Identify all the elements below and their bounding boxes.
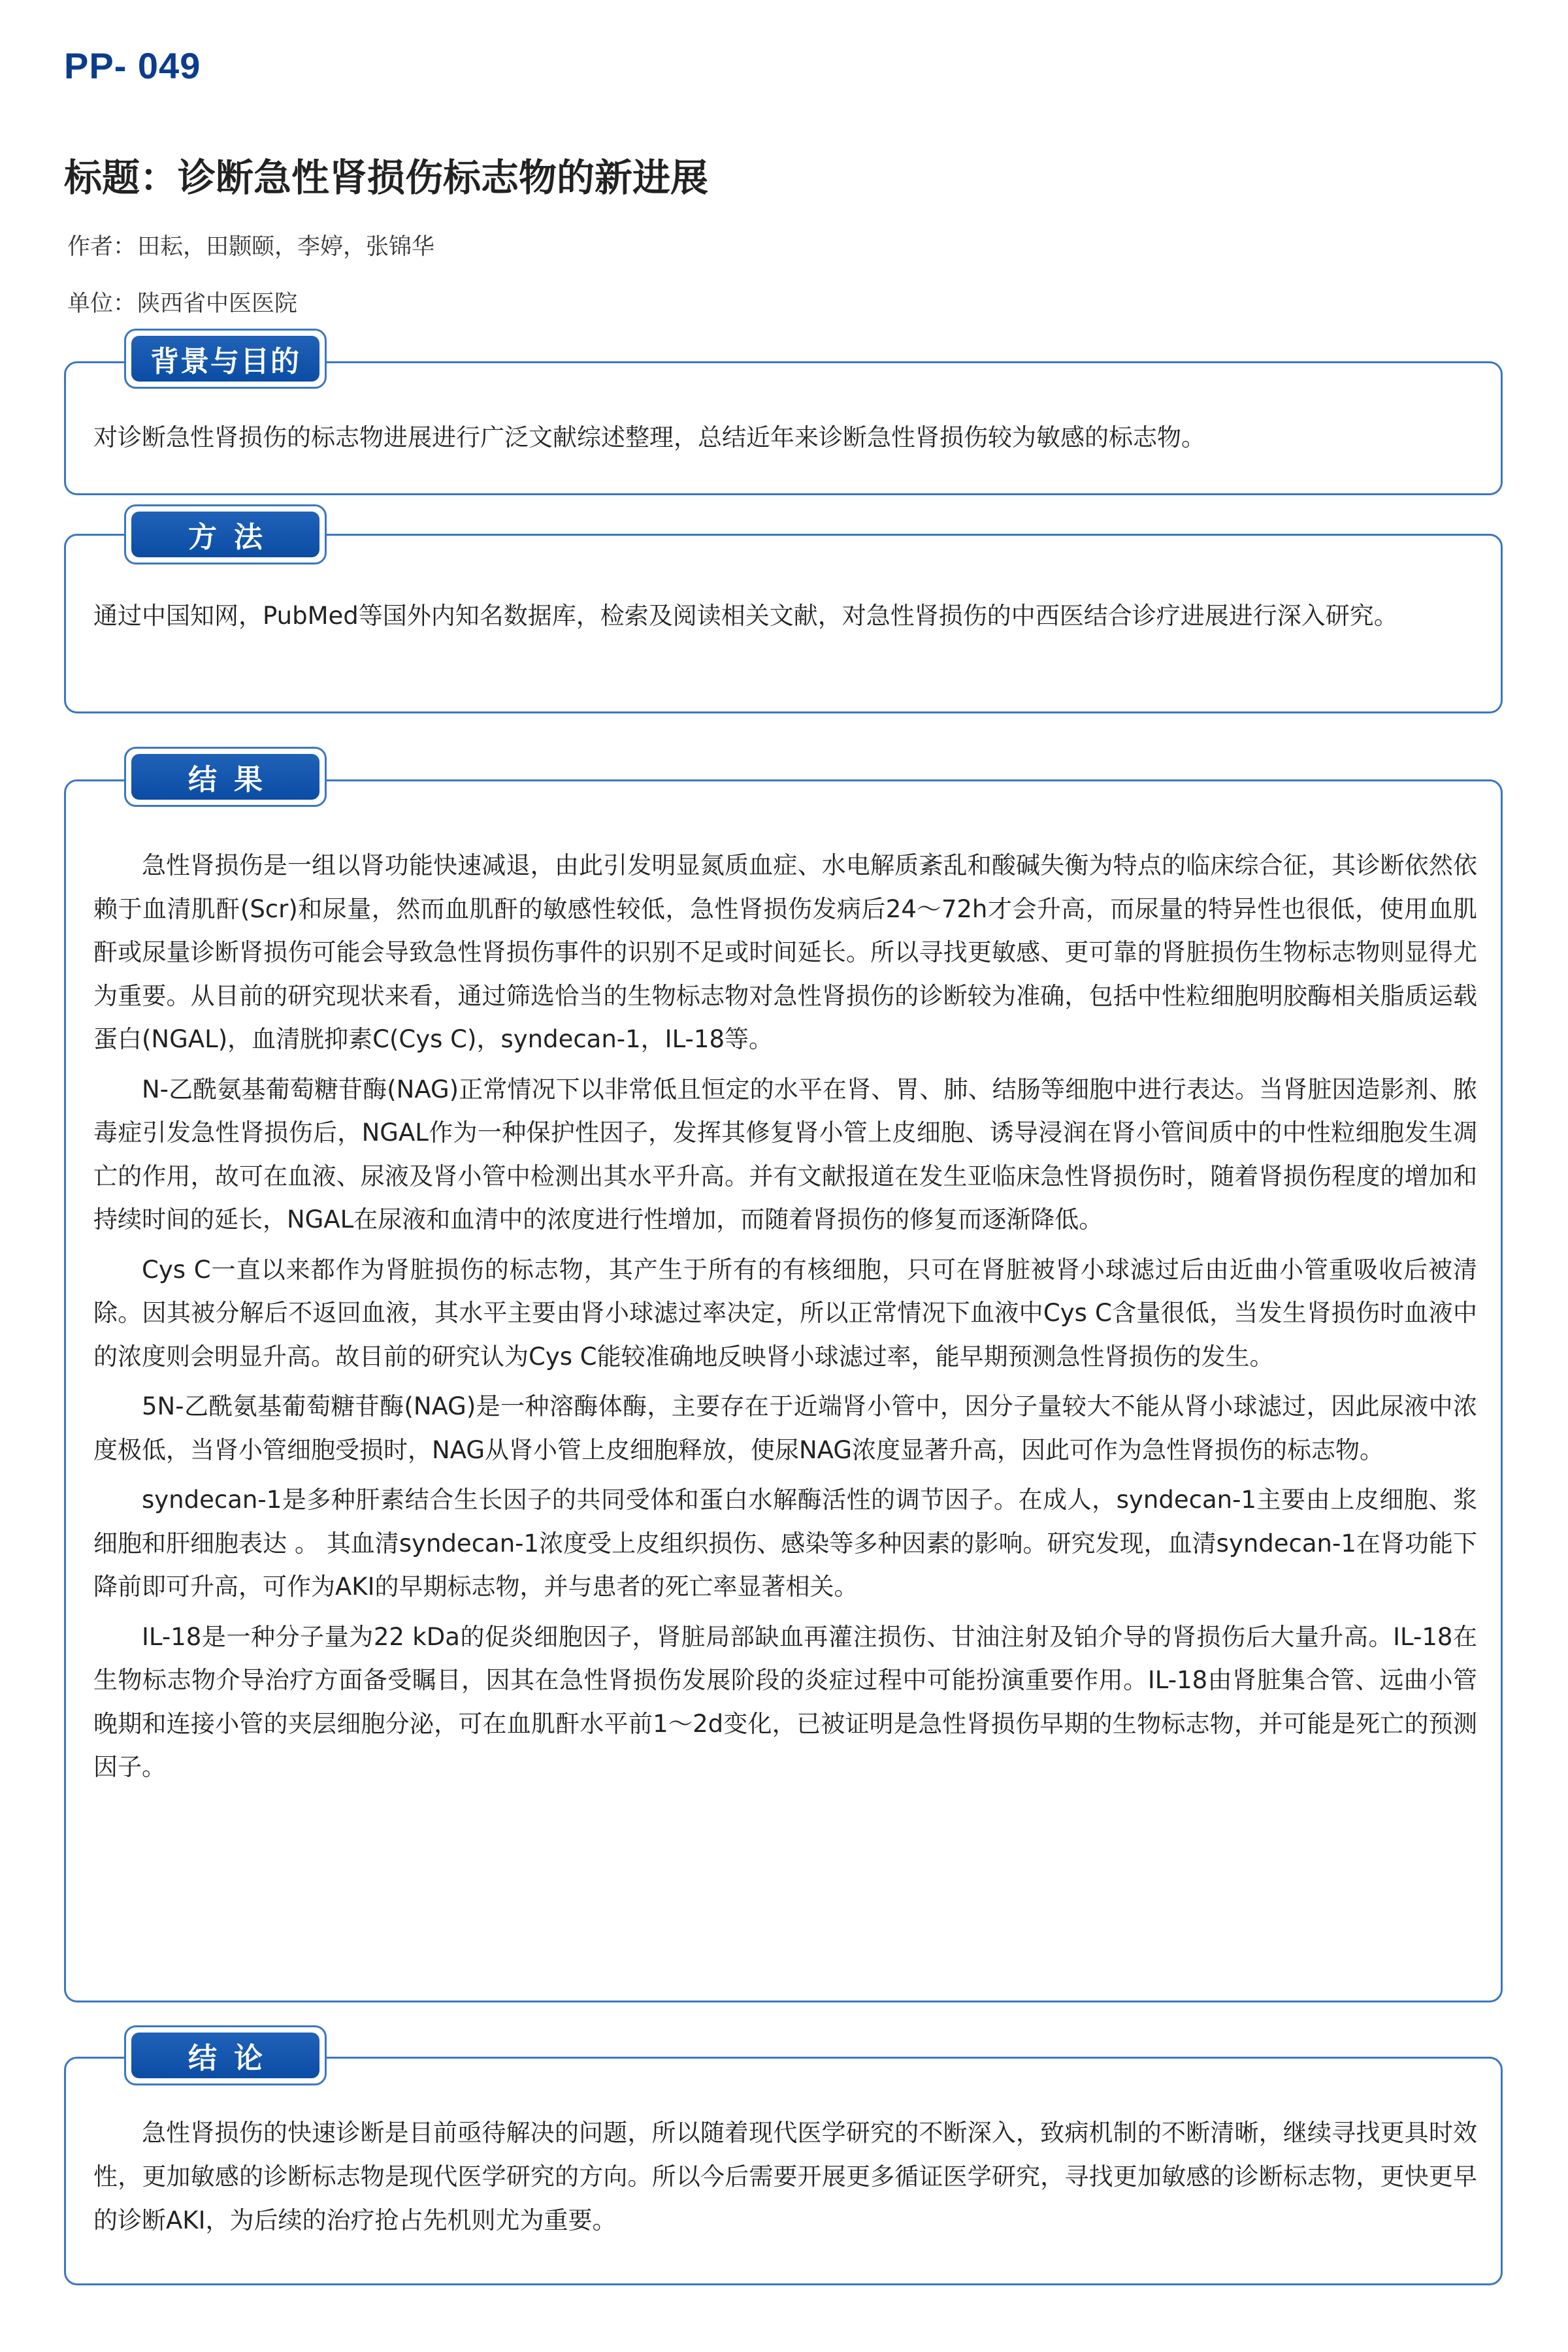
page-title: 标题：诊断急性肾损伤标志物的新进展	[64, 155, 709, 200]
methods-heading-tab	[124, 504, 327, 564]
affiliation-value: 陕西省中医医院	[137, 291, 298, 317]
background-heading-tab	[124, 329, 327, 389]
results-paragraph: syndecan-1是多种肝素结合生长因子的共同受体和蛋白水解酶活性的调节因子。在成人，syndecan-1主要由上皮细胞、浆细胞和肝细胞表达 。 其血清syndecan-1浓度受上皮组织损伤、感染等多种因素的影响。研究发现，血清syndecan-1在肾功能下降前即可升高，可作为AKI的早期标志物，并与患者的死亡率显著相关。	[93, 1486, 1477, 1601]
authors-label: 作者：	[67, 234, 137, 260]
results-heading-tab	[124, 747, 327, 807]
poster-code: PP- 049	[64, 45, 201, 86]
conclusion-heading: 结论	[131, 2033, 319, 2078]
results-paragraph: IL-18是一种分子量为22 kDa的促炎细胞因子，肾脏局部缺血再灌注损伤、甘油注射及铂介导的肾损伤后大量升高。IL-18在生物标志物介导治疗方面备受瞩目，因其在急性肾损伤发展阶段的炎症过程中可能扮演重要作用。IL-18由肾脏集合管、远曲小管晚期和连接小管的夹层细胞分泌，可在血肌酐水平前1～2d变化，已被证明是急性肾损伤早期的生物标志物，并可能是死亡的预测因子。	[93, 1622, 1477, 1781]
results-paragraph: Cys C一直以来都作为肾脏损伤的标志物，其产生于所有的有核细胞，只可在肾脏被肾小球滤过后由近曲小管重吸收后被清除。因其被分解后不返回血液，其水平主要由肾小球滤过率决定，所以正常情况下血液中Cys C含量很低，当发生肾损伤时血液中的浓度则会明显升高。故目前的研究认为Cys C能较准确地反映肾小球滤过率，能早期预测急性肾损伤的发生。	[93, 1255, 1477, 1371]
methods-text: 通过中国知网，PubMed等国外内知名数据库，检索及阅读相关文献，对急性肾损伤的中西医结合诊疗进展进行深入研究。	[93, 602, 1398, 630]
methods-heading: 方法	[131, 512, 319, 557]
results-paragraph: 5N-乙酰氨基葡萄糖苷酶(NAG)是一种溶酶体酶，主要存在于近端肾小管中，因分子量较大不能从肾小球滤过，因此尿液中浓度极低，当肾小管细胞受损时，NAG从肾小管上皮细胞释放，使尿NAG浓度显著升高，因此可作为急性肾损伤的标志物。	[93, 1392, 1477, 1464]
results-heading: 结果	[131, 754, 319, 800]
authors-line	[67, 229, 434, 261]
background-heading: 背景与目的	[131, 336, 319, 382]
affiliation-label: 单位：	[67, 291, 137, 317]
conclusion-section	[64, 2057, 1503, 2285]
background-body	[93, 416, 1477, 459]
authors-value: 田耘，田颢颐，李婷，张锦华	[137, 234, 435, 260]
affiliation-line	[67, 286, 297, 318]
conclusion-text: 急性肾损伤的快速诊断是目前亟待解决的问题，所以随着现代医学研究的不断深入，致病机制的不断清晰，继续寻找更具时效性，更加敏感的诊断标志物是现代医学研究的方向。所以今后需要开展更多循证医学研究，寻找更加敏感的诊断标志物，更快更早的诊断AKI，为后续的治疗抢占先机则尤为重要。	[93, 2119, 1477, 2234]
results-body	[93, 844, 1477, 1796]
methods-body	[93, 594, 1477, 638]
results-paragraph: 急性肾损伤是一组以肾功能快速减退，由此引发明显氮质血症、水电解质紊乱和酸碱失衡为特点的临床综合征，其诊断依然依赖于血清肌酐(Scr)和尿量，然而血肌酐的敏感性较低，急性肾损伤发病后24～72h才会升高，而尿量的特异性也很低，使用血肌酐或尿量诊断肾损伤可能会导致急性肾损伤事件的识别不足或时间延长。所以寻找更敏感、更可靠的肾脏损伤生物标志物则显得尤为重要。从目前的研究现状来看，通过筛选恰当的生物标志物对急性肾损伤的诊断较为准确，包括中性粒细胞明胶酶相关脂质运载蛋白(NGAL)，血清胱抑素C(Cys C)，syndecan-1，IL-18等。	[93, 851, 1477, 1053]
conclusion-body	[93, 2111, 1477, 2242]
results-paragraph: N-乙酰氨基葡萄糖苷酶(NAG)正常情况下以非常低且恒定的水平在肾、胃、肺、结肠等细胞中进行表达。当肾脏因造影剂、脓毒症引发急性肾损伤后，NGAL作为一种保护性因子，发挥其修复肾小管上皮细胞、诱导浸润在肾小管间质中的中性粒细胞发生凋亡的作用，故可在血液、尿液及肾小管中检测出其水平升高。并有文献报道在发生亚临床急性肾损伤时，随着肾损伤程度的增加和持续时间的延长，NGAL在尿液和血清中的浓度进行性增加，而随着肾损伤的修复而逐渐降低。	[93, 1075, 1477, 1233]
conclusion-heading-tab	[124, 2025, 327, 2085]
background-text: 对诊断急性肾损伤的标志物进展进行广泛文献综述整理，总结近年来诊断急性肾损伤较为敏感的标志物。	[93, 423, 1205, 451]
results-section	[64, 779, 1503, 2002]
